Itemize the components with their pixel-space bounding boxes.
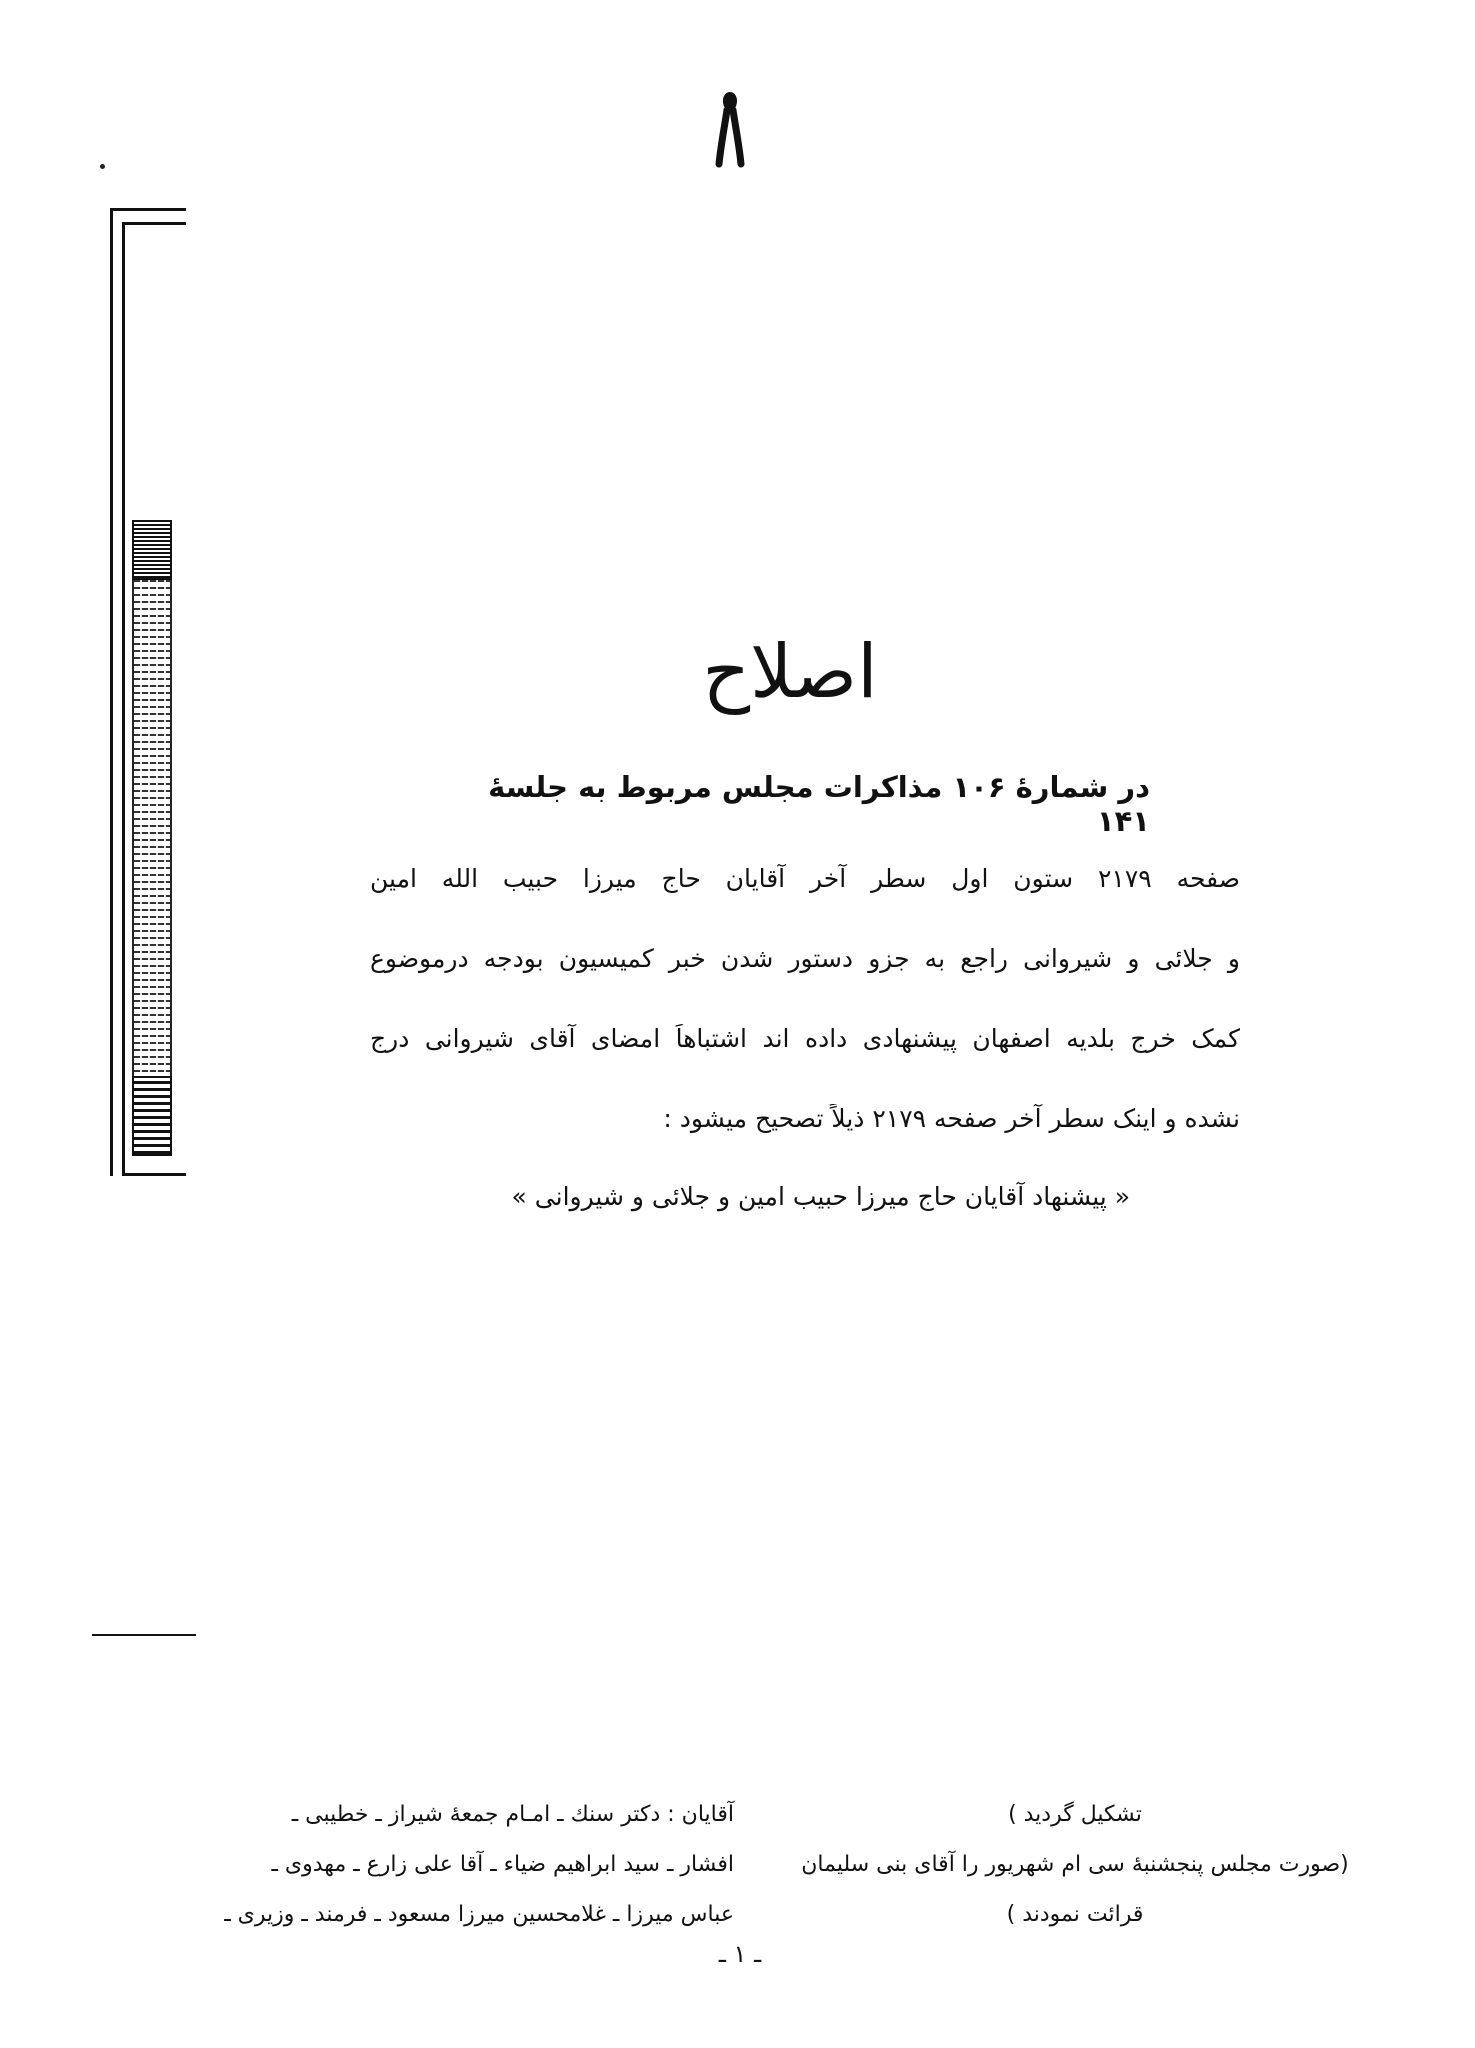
body-line: نشده و اینک سطر آخر صفحه ۲۱۷۹ ذیلاً تصحیح میشود : [663,1104,1240,1133]
binding-frame [110,208,186,1176]
binding-ornament-top [132,520,172,580]
page-corner-mark [705,88,755,168]
body-line: کمک خرج بلدیه اصفهان پیشنهادی داده اند اشتباهاً امضای آقای شیروانی درج [370,1024,1240,1053]
frame-line [122,1173,186,1176]
page-title: اصلاح [702,629,878,715]
frame-line [110,208,113,1176]
frame-line [122,222,125,1176]
footer-line: آقایان : دکتر سنك ـ امـام جمعهٔ شیراز ـ خطیبی ـ [291,1802,734,1827]
body-line: صفحه ۲۱۷۹ ستون اول سطر آخر آقایان حاج میرزا حبیب الله امین [370,864,1240,893]
frame-line [122,222,186,225]
stray-dot [100,164,105,169]
separator-rule [92,1634,196,1636]
footer-names-column [114,1790,734,1940]
page-subtitle: در شمارهٔ ۱۰۶ مذاکرات مجلس مربوط به جلسهٔ ۱۴۱ [488,770,1150,838]
binding-ornament-bottom [132,1076,172,1156]
footer-line: (صورت مجلس پنجشنبهٔ سی ام شهریور را آقای بنی سلیمان [801,1852,1349,1877]
body-line: و جلائی و شیروانی راجع به جزو دستور شدن خبر کمیسیون بودجه درموضوع [370,944,1240,973]
footer-note-column [790,1790,1360,1940]
quoted-proposal: « پیشنهاد آقایان حاج میرزا حبیب امین و جلائی و شیروانی » [511,1182,1130,1211]
footer-line: قرائت نمودند ) [1006,1902,1144,1927]
frame-line [110,208,186,211]
footer-line: افشار ـ سید ابراهیم ضیاء ـ آقا علی زارع ـ مهدوی ـ [271,1852,734,1877]
binding-ornament [132,520,172,1156]
page-number: ـ ۱ ـ [718,1940,762,1968]
footer-line: تشکیل گردید ) [1008,1802,1142,1827]
footer-line: عباس میرزا ـ غلامحسین میرزا مسعود ـ فرمند ـ وزیری ـ [224,1902,734,1927]
